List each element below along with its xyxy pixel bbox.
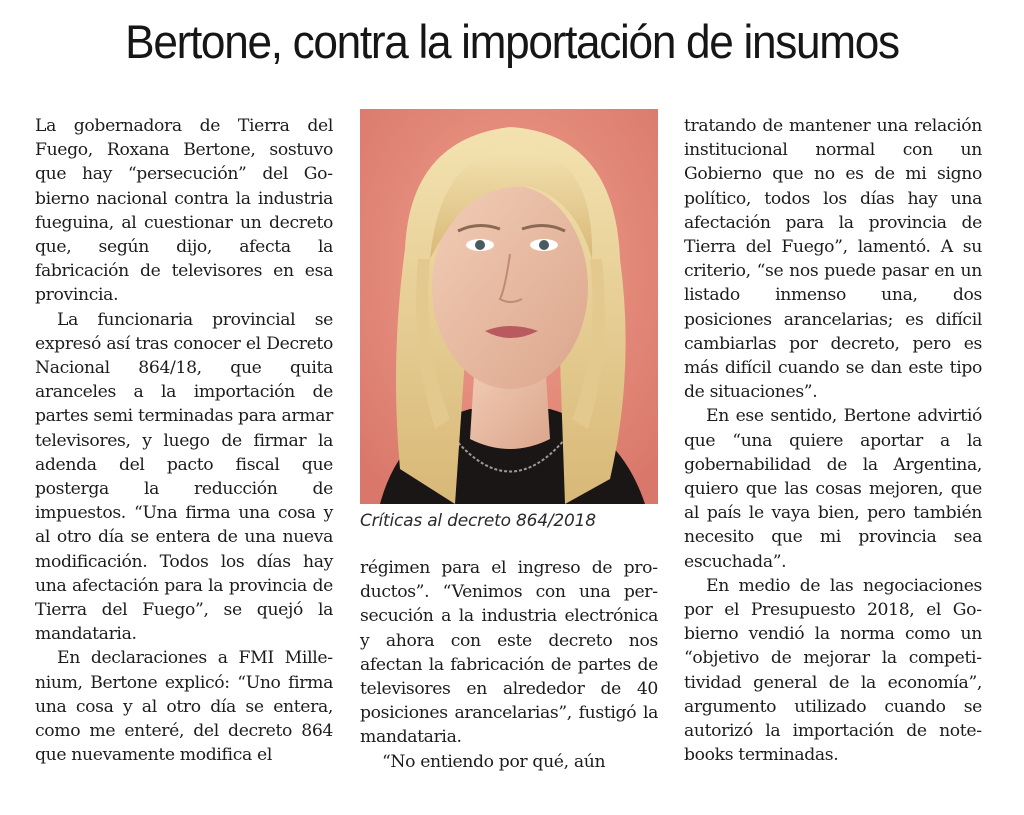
article-column-2 [360,556,658,774]
paragraph: “No entiendo por qué, aún [382,751,606,772]
paragraph: La funcionaria provincial se expresó así tras conocer el Decreto Nacional 864/18, que quita aranceles a la importación de partes semi terminadas para armar televisores, y luego de firmar la adenda del pacto fiscal que posterga la reducción de impuestos. “Una firma una cosa y al otro día se entera de una nueva modificación. Todos los días hay una afectación para la provincia de Tierra del Fuego”, se quejó la mandataria. [35,309,333,645]
headline: Bertone, contra la importación de insumos [125,15,899,68]
article-column-1 [35,114,333,767]
portrait-of-woman [360,109,658,504]
paragraph: tratando de mantener una relación institucional normal con un Gobierno que no es de mi signo político, todos los días hay una afectación para la provincia de Tierra del Fuego”, lamentó. A su criterio, “se nos puede pasar en un listado inmenso una, dos posiciones arancelarias; es difícil cambiarlas por decreto, pero es más difícil cuando se dan este tipo de situaciones”. [684,116,982,403]
paragraph: En medio de las negociaciones por el Presupuesto 2018, el Gobierno vendió la norma como un “objetivo de mejorar la competitividad general de la economía”, argumento utilizado cuando se autorizó la importación de notebooks terminadas. [684,575,982,766]
paragraph: régimen para el ingreso de productos”. “Venimos con una persecución a la industria electrónica y ahora con este decreto nos afectan la fabricación de partes de televisores en alrededor de 40 posiciones arancelarias”, fustigó la mandataria. [360,558,658,748]
article-column-3 [684,114,982,767]
paragraph: En ese sentido, Bertone advirtió que “una quiere aportar a la gobernabilidad de la Argentina, quiero que las cosas mejoren, que al país le vaya bien, pero también necesito que mi provincia sea escuchada”. [684,406,982,572]
paragraph: La gobernadora de Tierra del Fuego, Roxana Bertone, sostuvo que hay “persecución” del Gobierno nacional contra la industria fueguina, al cuestionar un decreto que, según dijo, afecta la fabricación de televisores en esa provincia. [35,116,333,306]
photo-caption: Críticas al decreto 864/2018 [360,511,596,531]
paragraph: En declaraciones a FMI Millenium, Bertone explicó: “Uno firma una cosa y al otro día se entera, como me enteré, del decreto 864 que nuevamente modifica el [35,648,333,766]
article-photo [360,109,658,504]
